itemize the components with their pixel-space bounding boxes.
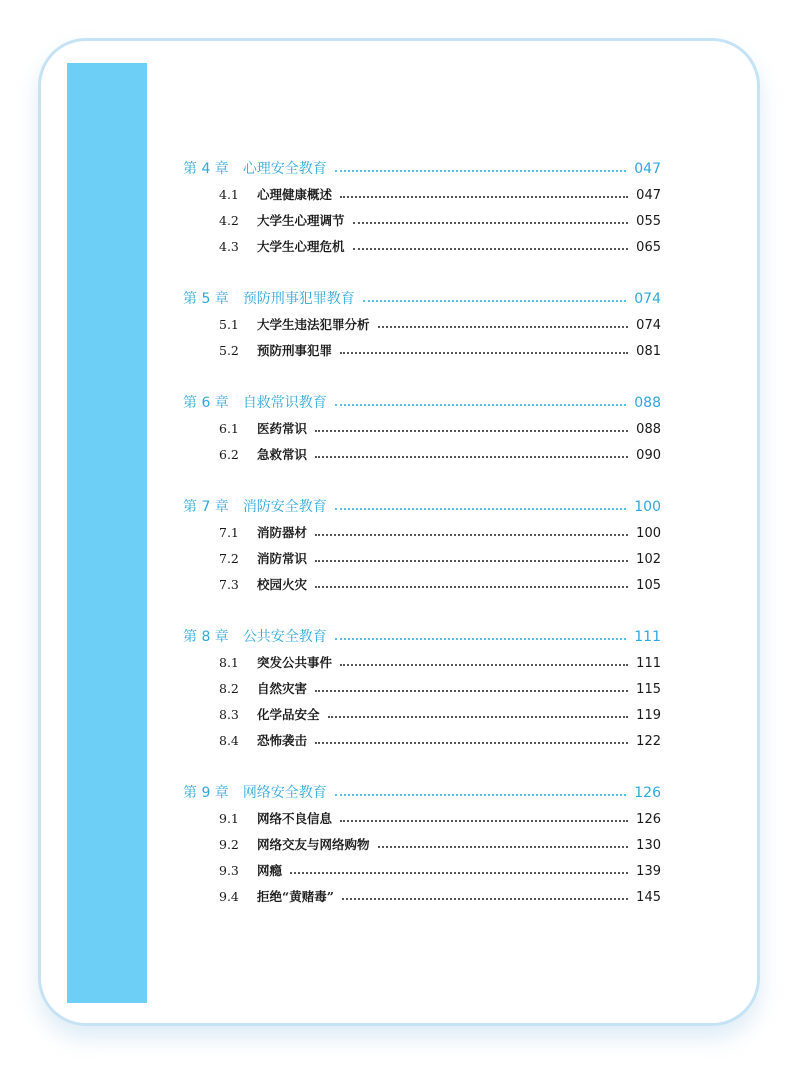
section-title: 急救常识	[257, 447, 308, 462]
dot-leader	[340, 664, 628, 666]
chapter-entry	[183, 780, 661, 806]
section-entry	[183, 676, 661, 702]
section-page-number: 047	[636, 188, 661, 203]
chapter-entry	[183, 390, 661, 416]
section-list	[183, 182, 661, 260]
dot-leader	[378, 846, 629, 848]
section-title: 大学生心理危机	[257, 239, 345, 254]
section-page-number: 119	[636, 708, 661, 723]
dot-leader	[353, 222, 629, 224]
section-entry	[183, 442, 661, 468]
section-entry	[183, 650, 661, 676]
section-entry	[183, 338, 661, 364]
section-number: 4.2	[219, 213, 239, 228]
section-title: 预防刑事犯罪	[257, 343, 333, 358]
section-page-number: 105	[636, 578, 661, 593]
toc-chapter	[183, 780, 661, 910]
section-page-number: 102	[636, 552, 661, 567]
dot-leader	[335, 404, 626, 406]
section-number: 9.1	[219, 811, 239, 826]
section-title: 自然灾害	[257, 681, 308, 696]
chapter-entry	[183, 286, 661, 312]
section-page-number: 115	[636, 682, 661, 697]
section-page-number: 130	[636, 838, 661, 853]
section-page-number: 055	[636, 214, 661, 229]
section-page-number: 139	[636, 864, 661, 879]
toc-chapter	[183, 156, 661, 260]
section-page-number: 090	[636, 448, 661, 463]
chapter-title: 预防刑事犯罪教育	[242, 291, 355, 307]
section-entry	[183, 884, 661, 910]
section-list	[183, 520, 661, 598]
section-number: 5.2	[219, 343, 239, 358]
section-number: 5.1	[219, 317, 239, 332]
chapter-number: 第 7 章	[183, 499, 229, 515]
section-number: 6.1	[219, 421, 239, 436]
section-page-number: 145	[636, 890, 661, 905]
section-page-number: 100	[636, 526, 661, 541]
section-number: 9.2	[219, 837, 239, 852]
section-title: 恐怖袭击	[257, 733, 308, 748]
dot-leader	[315, 534, 628, 536]
section-page-number: 122	[636, 734, 661, 749]
chapter-number: 第 8 章	[183, 629, 229, 645]
section-title: 大学生违法犯罪分析	[257, 317, 370, 332]
dot-leader	[315, 690, 628, 692]
chapter-title: 自救常识教育	[242, 395, 327, 411]
dot-leader	[342, 898, 628, 900]
chapter-page-number: 100	[634, 499, 661, 515]
section-title: 医药常识	[257, 421, 308, 436]
dot-leader	[340, 352, 628, 354]
section-number: 6.2	[219, 447, 239, 462]
section-page-number: 081	[636, 344, 661, 359]
toc-chapter	[183, 286, 661, 364]
section-entry	[183, 182, 661, 208]
dot-leader	[335, 170, 626, 172]
section-page-number: 126	[636, 812, 661, 827]
chapter-number: 第 9 章	[183, 785, 229, 801]
toc-chapter	[183, 494, 661, 598]
chapter-entry	[183, 624, 661, 650]
dot-leader	[335, 794, 626, 796]
section-number: 8.3	[219, 707, 239, 722]
section-page-number: 074	[636, 318, 661, 333]
section-title: 网络交友与网络购物	[257, 837, 370, 852]
chapter-title: 心理安全教育	[242, 161, 327, 177]
toc-chapter	[183, 390, 661, 468]
section-title: 网瘾	[257, 863, 283, 878]
decorative-side-bar	[67, 63, 147, 1003]
section-entry	[183, 858, 661, 884]
dot-leader	[328, 716, 629, 718]
section-title: 网络不良信息	[257, 811, 333, 826]
section-entry	[183, 312, 661, 338]
section-page-number: 111	[636, 656, 661, 671]
section-entry	[183, 728, 661, 754]
section-number: 9.3	[219, 863, 239, 878]
section-entry	[183, 702, 661, 728]
section-page-number: 088	[636, 422, 661, 437]
section-entry	[183, 832, 661, 858]
section-entry	[183, 572, 661, 598]
dot-leader	[315, 742, 628, 744]
chapter-title: 消防安全教育	[242, 499, 327, 515]
chapter-number: 第 5 章	[183, 291, 229, 307]
chapter-title: 公共安全教育	[242, 629, 327, 645]
section-title: 化学品安全	[257, 707, 320, 722]
section-number: 8.1	[219, 655, 239, 670]
table-of-contents	[183, 156, 661, 936]
chapter-page-number: 111	[634, 629, 661, 645]
section-page-number: 065	[636, 240, 661, 255]
section-number: 4.3	[219, 239, 239, 254]
dot-leader	[335, 638, 626, 640]
dot-leader	[353, 248, 629, 250]
chapter-page-number: 074	[634, 291, 661, 307]
chapter-number: 第 4 章	[183, 161, 229, 177]
section-title: 心理健康概述	[257, 187, 333, 202]
chapter-entry	[183, 156, 661, 182]
dot-leader	[363, 300, 626, 302]
section-title: 校园火灾	[257, 577, 308, 592]
dot-leader	[315, 430, 628, 432]
section-list	[183, 650, 661, 754]
section-list	[183, 312, 661, 364]
section-entry	[183, 416, 661, 442]
section-title: 消防常识	[257, 551, 308, 566]
section-title: 拒绝“黄赌毒”	[257, 889, 334, 904]
dot-leader	[315, 456, 628, 458]
chapter-page-number: 126	[634, 785, 661, 801]
section-number: 7.1	[219, 525, 239, 540]
chapter-number: 第 6 章	[183, 395, 229, 411]
section-entry	[183, 546, 661, 572]
section-number: 4.1	[219, 187, 239, 202]
section-list	[183, 806, 661, 910]
toc-chapter	[183, 624, 661, 754]
section-title: 消防器材	[257, 525, 308, 540]
section-number: 7.2	[219, 551, 239, 566]
section-entry	[183, 520, 661, 546]
section-entry	[183, 208, 661, 234]
chapter-entry	[183, 494, 661, 520]
section-number: 8.2	[219, 681, 239, 696]
section-entry	[183, 234, 661, 260]
dot-leader	[315, 586, 628, 588]
dot-leader	[315, 560, 628, 562]
dot-leader	[290, 872, 628, 874]
section-title: 突发公共事件	[257, 655, 333, 670]
chapter-title: 网络安全教育	[242, 785, 327, 801]
chapter-page-number: 047	[634, 161, 661, 177]
section-title: 大学生心理调节	[257, 213, 345, 228]
section-number: 8.4	[219, 733, 239, 748]
section-number: 7.3	[219, 577, 239, 592]
section-list	[183, 416, 661, 468]
dot-leader	[335, 508, 626, 510]
section-number: 9.4	[219, 889, 239, 904]
dot-leader	[340, 820, 628, 822]
dot-leader	[378, 326, 629, 328]
section-entry	[183, 806, 661, 832]
chapter-page-number: 088	[634, 395, 661, 411]
dot-leader	[340, 196, 628, 198]
